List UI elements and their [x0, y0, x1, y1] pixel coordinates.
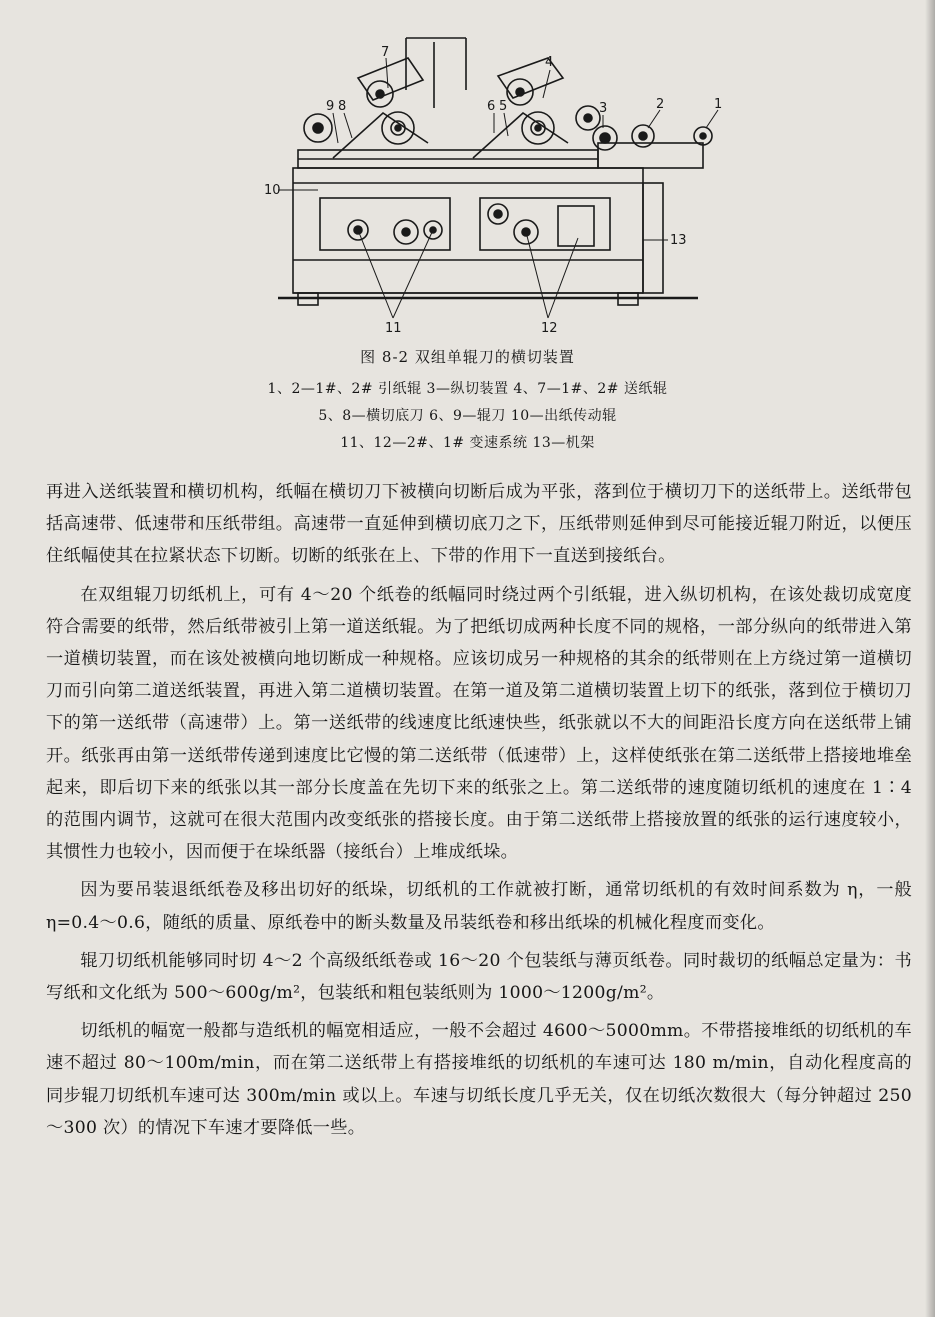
paragraph-3: 因为要吊装退纸纸卷及移出切好的纸垛，切纸机的工作就被打断，通常切纸机的有效时间系数为 η，一般 η=0.4～0.6，随纸的质量、原纸卷中的断头数量及吊装纸卷和移出纸垛的机械化程度而变化。: [46, 880, 912, 933]
figure-legend-line-2: 5、8—横切底刀 6、9—辊刀 10—出纸传动辊: [318, 408, 617, 424]
part-label-5: 5: [499, 99, 508, 114]
paragraph-2: 在双组辊刀切纸机上，可有 4～20 个纸卷的纸幅同时绕过两个引纸辊，进入纵切机构，在该处裁切成宽度符合需要的纸带，然后纸带被引上第一道送纸辊。为了把纸切成两种长度不同的规格，一部分纵向的纸带进入第一道横切装置，而在该处被横向地切断成一种规格。应该切成另一种规格的其余的纸带则在上方绕过第一道横切刀而引向第二道送纸装置，再进入第二道横切装置。在第一道及第二道横切装置上切下的纸张，落到位于横切刀下的第一送纸带（高速带）上。第一送纸带的线速度比纸速快些，纸张就以不大的间距沿长度方向在送纸带上铺开。纸张再由第一送纸带传递到速度比它慢的第二送纸带（低速带）上，这样使纸张在第二送纸带上搭接地堆垒起来，即后切下来的纸张以其一部分长度盖在先切下来的纸张之上。第二送纸带的速度随切纸机的速度在 1∶4 的范围内调节，这就可在很大范围内改变纸张的搭接长度。由于第二送纸带上搭接放置的纸张的运行速度较小，其惯性力也较小，因而便于在垛纸器（接纸台）上堆成纸垛。: [46, 584, 912, 863]
part-label-2: 2: [656, 97, 665, 112]
part-label-12: 12: [541, 321, 558, 336]
part-label-9: 9: [326, 99, 335, 114]
figure-caption-title: 图 8-2 双组单辊刀的横切装置: [360, 348, 575, 366]
part-label-10: 10: [264, 183, 281, 198]
part-label-1: 1: [714, 97, 723, 112]
part-label-13: 13: [670, 233, 687, 248]
machine-frame: [293, 168, 643, 293]
part-label-7: 7: [381, 45, 390, 60]
figure-legend-line-3: 11、12—2#、1# 变速系统 13—机架: [340, 435, 595, 451]
cutter-machine-diagram: [258, 18, 758, 343]
paragraph-4: 辊刀切纸机能够同时切 4～2 个高级纸纸卷或 16～20 个包装纸与薄页纸卷。同时裁切的纸幅总定量为：书写纸和文化纸为 500～600g/m²，包装纸和粗包装纸则为 1000～1200g/m²。: [46, 950, 912, 1004]
part-label-3: 3: [599, 101, 608, 116]
body-text: [46, 476, 912, 1144]
paragraph-1: 再进入送纸装置和横切机构，纸幅在横切刀下被横向切断后成为平张，落到位于横切刀下的送纸带上。送纸带包括高速带、低速带和压纸带组。高速带一直延伸到横切底刀之下，压纸带则延伸到尽可能接近辊刀附近，以便压住纸幅使其在拉紧状态下切断。切断的纸张在上、下带的作用下一直送到接纸台。: [46, 482, 912, 567]
part-label-6: 6: [487, 99, 496, 114]
paragraph-5: 切纸机的幅宽一般都与造纸机的幅宽相适应，一般不会超过 4600～5000mm。不带搭接堆纸的切纸机的车速不超过 80～100m/min，而在第二送纸带上有搭接堆纸的切纸机的车速可达 180 m/min，自动化程度高的同步辊刀切纸机车速可达 300m/min 或以上。车速与切纸长度几乎无关，仅在切纸次数很大（每分钟超过 250～300 次）的情况下车速才要降低一些。: [46, 1021, 912, 1138]
lower-drive-box-left: [320, 198, 450, 250]
page-edge-shadow: [925, 0, 935, 1317]
figure-legend-line-1: 1、2—1#、2# 引纸辊 3—纵切装置 4、7—1#、2# 送纸辊: [267, 381, 668, 397]
part-label-11: 11: [385, 321, 402, 336]
part-label-4: 4: [545, 55, 554, 70]
part-label-8: 8: [338, 99, 347, 114]
machine-drawing: [258, 18, 758, 343]
